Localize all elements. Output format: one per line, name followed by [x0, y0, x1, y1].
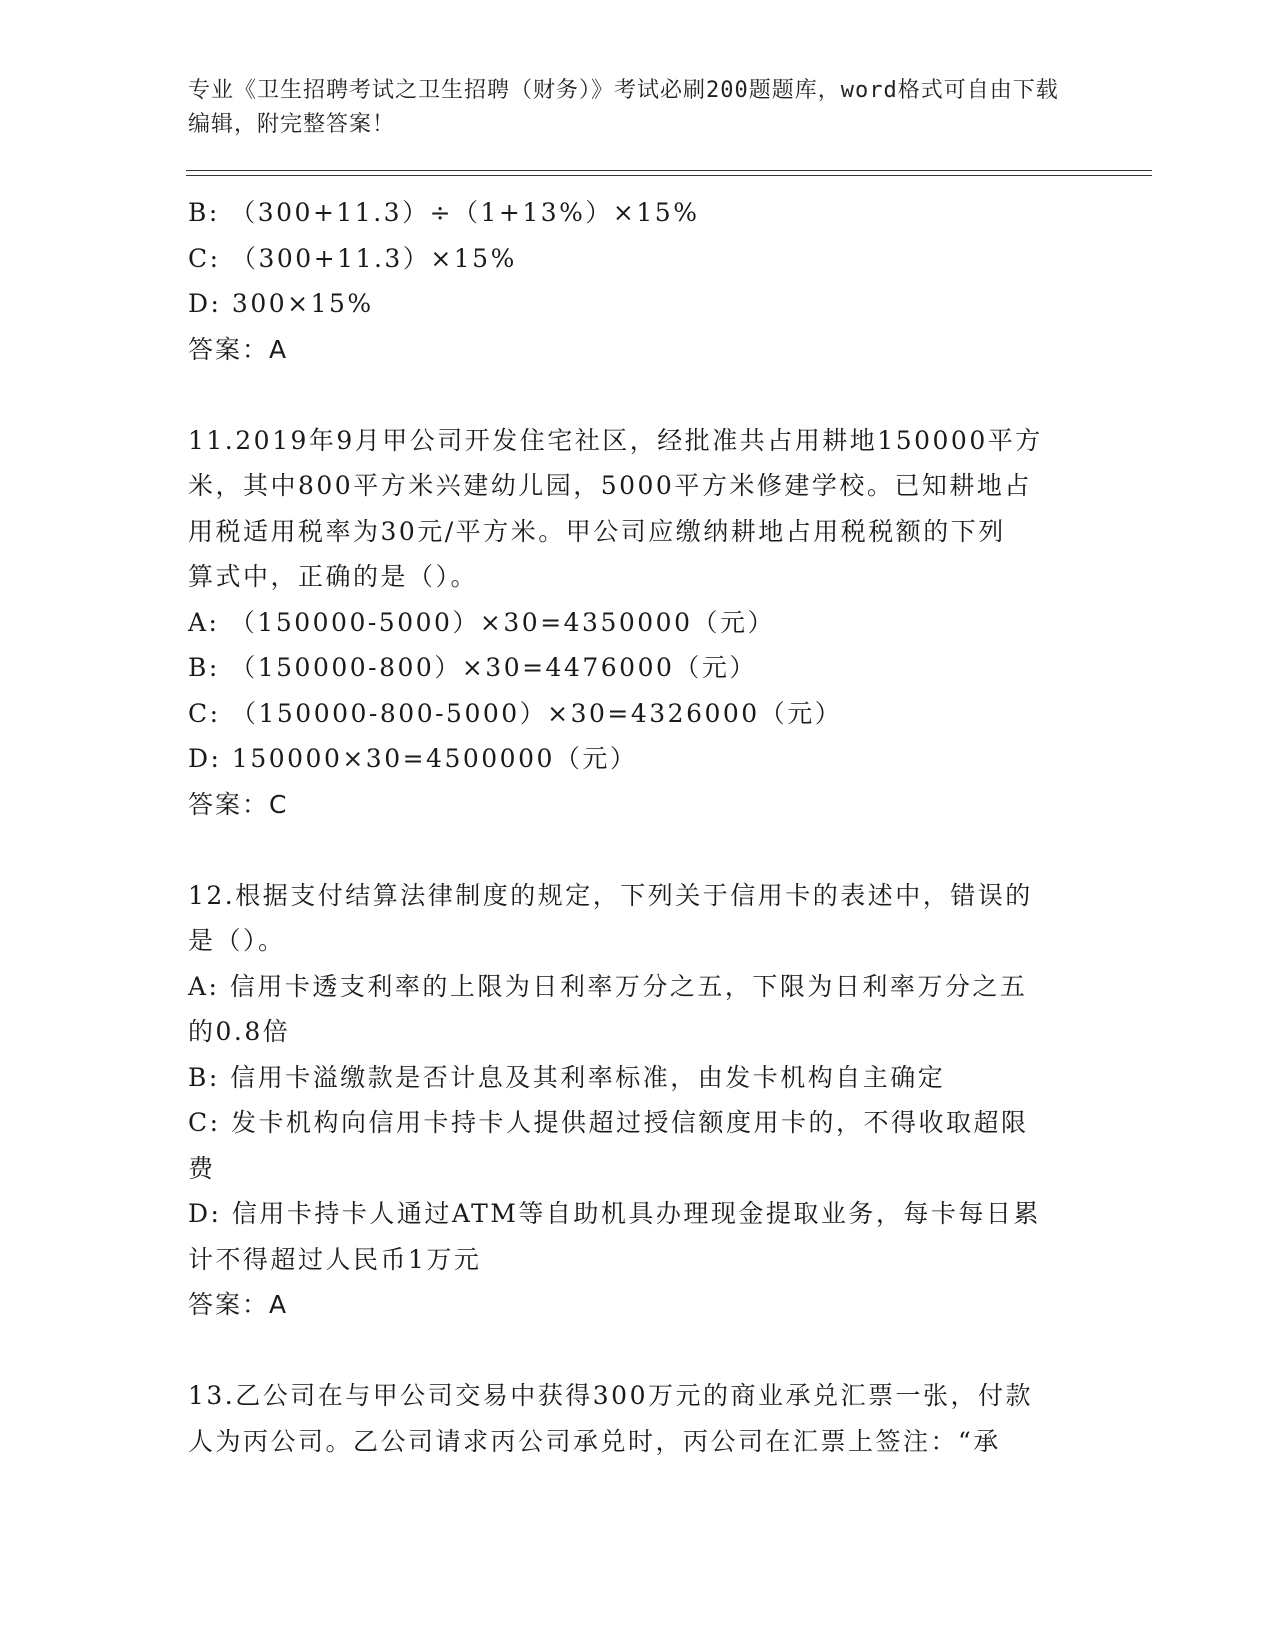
spacer	[188, 1328, 1088, 1374]
option-d: D: 300×15%	[188, 289, 374, 318]
question-11	[188, 418, 1088, 828]
document-body	[188, 190, 1088, 1464]
option-d: D: 信用卡持卡人通过ATM等自助机具办理现金提取业务，每卡每日累	[188, 1199, 1041, 1228]
option-d-continued: 计不得超过人民币1万元	[188, 1244, 482, 1274]
document-header	[188, 74, 1068, 142]
question-text-line: 是（）。	[188, 926, 286, 955]
question-text-line: 人为丙公司。乙公司请求丙公司承兑时，丙公司在汇票上签注：“承	[188, 1426, 1001, 1456]
option-c-continued: 费	[188, 1153, 216, 1183]
option-b: B: 信用卡溢缴款是否计息及其利率标准，由发卡机构自主确定	[188, 1062, 946, 1092]
option-c: C: （300+11.3）×15%	[188, 243, 517, 273]
answer-line: 答案：A	[188, 334, 289, 364]
header-divider-top	[186, 170, 1152, 171]
option-c: C: （150000-800-5000）×30=4326000（元）	[188, 698, 843, 728]
option-a: A: 信用卡透支利率的上限为日利率万分之五，下限为日利率万分之五	[188, 971, 1028, 1001]
header-divider-bottom	[186, 175, 1152, 176]
option-a: A: （150000-5000）×30=4350000（元）	[188, 607, 775, 637]
question-12	[188, 873, 1088, 1328]
answer-line: 答案：A	[188, 1290, 289, 1319]
question-text-line: 11.2019年9月甲公司开发住宅社区，经批准共占用耕地150000平方	[188, 425, 1043, 455]
spacer	[188, 827, 1088, 873]
option-a-continued: 的0.8倍	[188, 1017, 291, 1046]
option-d: D: 150000×30=4500000（元）	[188, 744, 638, 773]
question-text-line: 用税适用税率为30元/平方米。甲公司应缴纳耕地占用税税额的下列	[188, 516, 1006, 546]
answer-line: 答案：C	[188, 789, 289, 819]
question-text-line: 13.乙公司在与甲公司交易中获得300万元的商业承兑汇票一张，付款	[188, 1381, 1033, 1410]
option-b: B: （150000-800）×30=4476000（元）	[188, 653, 757, 682]
question-text-line: 12.根据支付结算法律制度的规定，下列关于信用卡的表述中，错误的	[188, 880, 1033, 910]
question-text-line: 算式中，正确的是（）。	[188, 562, 479, 591]
question-text-line: 米，其中800平方米兴建幼儿园，5000平方米修建学校。已知耕地占	[188, 471, 1032, 500]
option-b: B: （300+11.3）÷（1+13%）×15%	[188, 198, 700, 227]
question-fragment	[188, 190, 1088, 372]
spacer	[188, 372, 1088, 418]
question-13	[188, 1373, 1088, 1464]
header-title: 专业《卫生招聘考试之卫生招聘（财务）》考试必刷200题题库，word格式可自由下载编辑，附完整答案！	[188, 78, 1059, 137]
option-c: C: 发卡机构向信用卡持卡人提供超过授信额度用卡的，不得收取超限	[188, 1108, 1029, 1137]
